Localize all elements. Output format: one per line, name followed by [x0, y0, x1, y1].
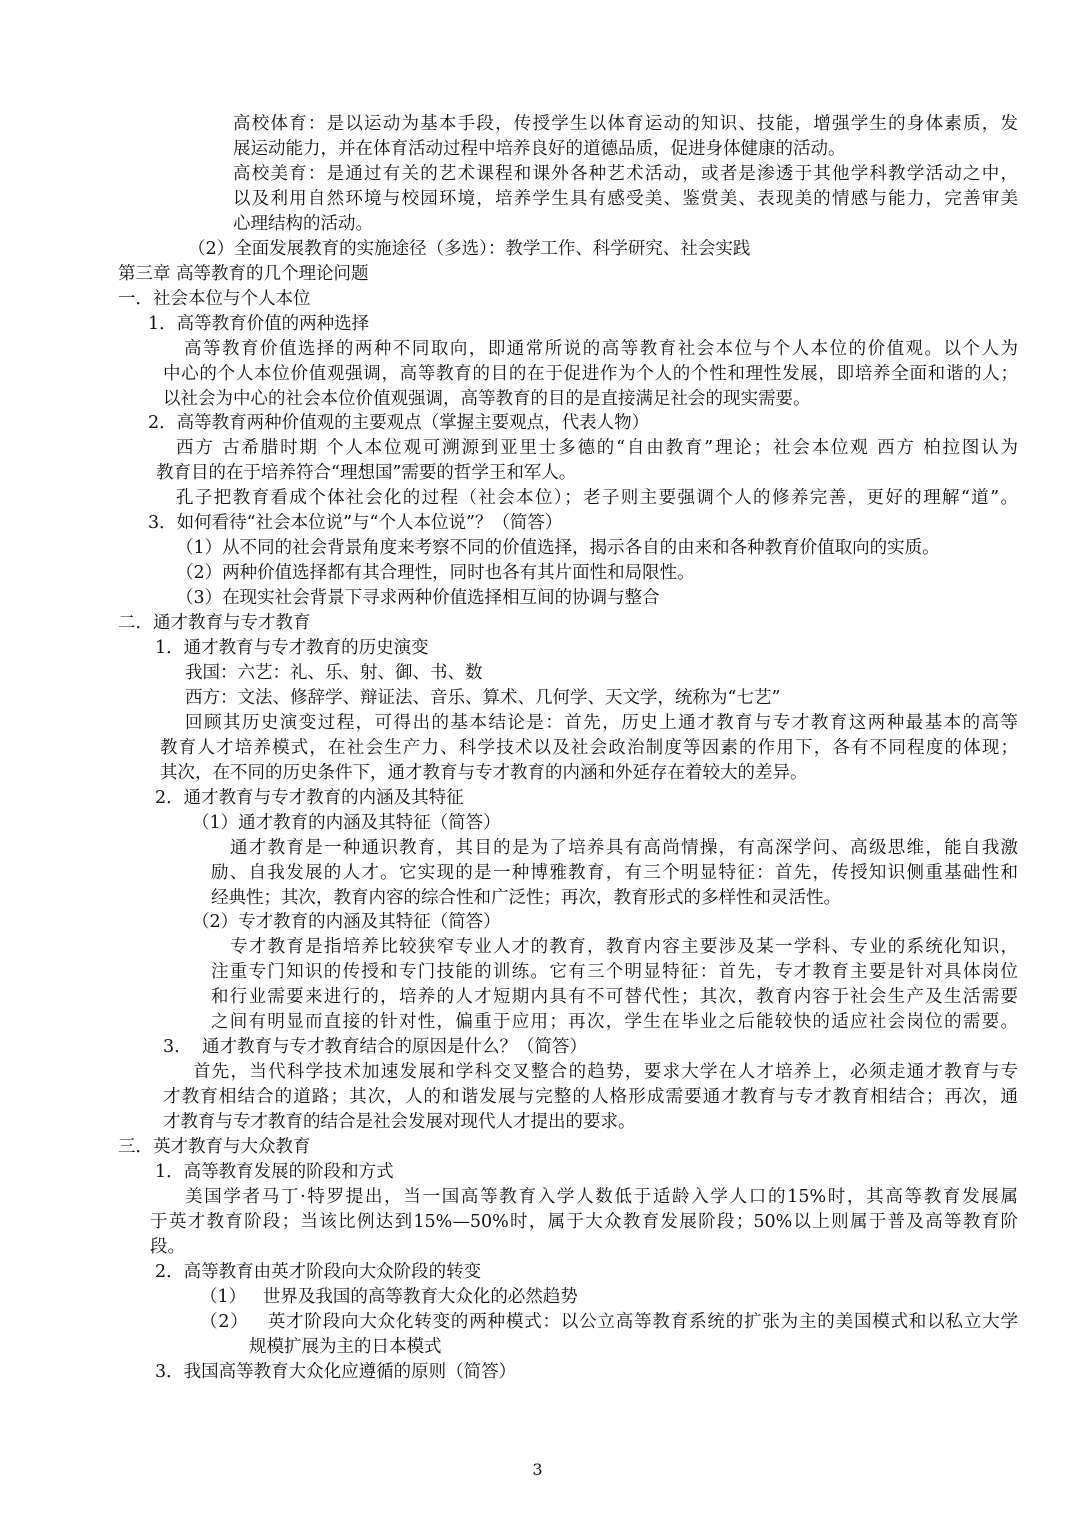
section-heading: 三．英才教育与大众教育: [118, 1137, 311, 1157]
text-line: 展运动能力，并在体育活动过程中培养良好的道德品质，促进身体健康的活动。: [233, 139, 846, 159]
subsection-heading: 3．我国高等教育大众化应遵循的原则（简答）: [155, 1362, 517, 1382]
subsection-heading: 3. 通才教育与专才教育结合的原因是什么？（简答）: [163, 1037, 587, 1057]
text-line: 高校美育：是通过有关的艺术课程和课外各种艺术活动，或者是渗透于其他学科教学活动之中，: [233, 164, 1018, 184]
text-line: 段。: [150, 1237, 185, 1257]
text-line: （1） 世界及我国的高等教育大众化的必然趋势: [200, 1287, 578, 1307]
subsection-heading: 1．高等教育发展的阶段和方式: [155, 1162, 394, 1182]
text-line: 孔子把教育看成个体社会化的过程（社会本位）；老子则主要强调个人的修养完善，更好的理解“道”。: [176, 488, 1018, 508]
text-line: 规模扩展为主的日本模式: [249, 1337, 442, 1357]
text-line: 美国学者马丁·特罗提出，当一国高等教育入学人数低于适龄入学人口的15%时，其高等教育发展属: [185, 1187, 1018, 1207]
text-line: 其次，在不同的历史条件下，通才教育与专才教育的内涵和外延存在着较大的差异。: [160, 763, 808, 783]
text-line: 通才教育是一种通识教育，其目的是为了培养具有高尚情操，有高深学问、高级思维，能自我激: [230, 838, 1018, 858]
text-line: （2）两种价值选择都有其合理性，同时也各有其片面性和局限性。: [176, 563, 695, 583]
text-line: 回顾其历史演变过程，可得出的基本结论是：首先，历史上通才教育与专才教育这两种最基本的高等: [185, 713, 1018, 733]
text-line: 高校体育：是以运动为基本手段，传授学生以体育运动的知识、技能，增强学生的身体素质，发: [233, 114, 1018, 134]
subsection-heading: （1）通才教育的内涵及其特征（简答）: [192, 813, 501, 833]
text-line: 注重专门知识的传授和专门技能的训练。它有三个明显特征：首先，专才教育主要是针对具体岗位: [211, 962, 1018, 982]
text-line: 和行业需要来进行的，培养的人才短期内具有不可替代性；其次，教育内容于社会生产及生活需要: [211, 987, 1018, 1007]
chapter-heading: 第三章 高等教育的几个理论问题: [118, 264, 369, 284]
text-line: 专才教育是指培养比较狭窄专业人才的教育，教育内容主要涉及某一学科、专业的系统化知识，: [230, 937, 1018, 957]
subsection-heading: 2．高等教育由英才阶段向大众阶段的转变: [155, 1262, 482, 1282]
text-line: 高等教育价值选择的两种不同取向，即通常所说的高等教育社会本位与个人本位的价值观。以个人为: [184, 339, 1018, 359]
text-line: 才教育相结合的道路；其次，人的和谐发展与完整的人格形成需要通才教育与专才教育相结合；再次，通: [163, 1087, 1018, 1107]
subsection-heading: 3．如何看待“社会本位说”与“个人本位说”？（简答）: [148, 513, 563, 533]
text-line: 以及利用自然环境与校园环境，培养学生具有感受美、鉴赏美、表现美的情感与能力，完善审美: [233, 189, 1018, 209]
section-heading: 二．通才教育与专才教育: [118, 613, 311, 633]
subsection-heading: 2．高等教育两种价值观的主要观点（掌握主要观点，代表人物）: [148, 413, 650, 433]
text-line: 中心的个人本位价值观强调，高等教育的目的在于促进作为个人的个性和理性发展，即培养全面和谐的人；: [163, 364, 1018, 384]
text-line: 心理结构的活动。: [233, 214, 373, 234]
text-line: （2） 英才阶段向大众化转变的两种模式：以公立高等教育系统的扩张为主的美国模式和以私立大学: [200, 1312, 1018, 1332]
text-line: 首先，当代科学技术加速发展和学科交叉整合的趋势，要求大学在人才培养上，必须走通才教育与专: [193, 1062, 1018, 1082]
subsection-heading: 1．通才教育与专才教育的历史演变: [155, 638, 429, 658]
text-line: 经典性；其次，教育内容的综合性和广泛性；再次，教育形式的多样性和灵活性。: [211, 888, 841, 908]
subsection-heading: 1．高等教育价值的两种选择: [148, 314, 370, 334]
text-line: 之间有明显而直接的针对性，偏重于应用；再次，学生在毕业之后能较快的适应社会岗位的需要。: [211, 1012, 1018, 1032]
text-line: 教育人才培养模式，在社会生产力、科学技术以及社会政治制度等因素的作用下，各有不同程度的体现；: [160, 738, 1018, 758]
text-line: 我国：六艺：礼、乐、射、御、书、数: [185, 663, 483, 683]
text-line: 以社会为中心的社会本位价值观强调，高等教育的目的是直接满足社会的现实需要。: [163, 389, 811, 409]
text-line: （2）全面发展教育的实施途径（多选）：教学工作、科学研究、社会实践: [188, 239, 751, 259]
text-line: 西方：文法、修辞学、辩证法、音乐、算术、几何学、天文学，统称为“七艺”: [185, 688, 781, 708]
subsection-heading: （2）专才教育的内涵及其特征（简答）: [192, 912, 501, 932]
text-line: 教育目的在于培养符合“理想国”需要的哲学王和军人。: [156, 463, 577, 483]
text-line: 才教育与专才教育的结合是社会发展对现代人才提出的要求。: [163, 1112, 636, 1132]
text-line: （1）从不同的社会背景角度来考察不同的价值选择，揭示各自的由来和各种教育价值取向的实质。: [176, 538, 940, 558]
section-heading: 一．社会本位与个人本位: [118, 289, 311, 309]
text-line: 于英才教育阶段；当该比例达到15%—50%时，属于大众教育发展阶段；50%以上则属于普及高等教育阶: [150, 1212, 1018, 1232]
subsection-heading: 2．通才教育与专才教育的内涵及其特征: [155, 788, 464, 808]
text-line: 励、自我发展的人才。它实现的是一种博雅教育，有三个明显特征：首先，传授知识侧重基础性和: [211, 863, 1018, 883]
text-line: （3）在现实社会背景下寻求两种价值选择相互间的协调与整合: [176, 588, 660, 608]
text-line: 西方 古希腊时期 个人本位观可溯源到亚里士多德的“自由教育”理论；社会本位观 西方 柏拉图认为: [176, 438, 1018, 458]
page-number: 3: [532, 1460, 543, 1479]
